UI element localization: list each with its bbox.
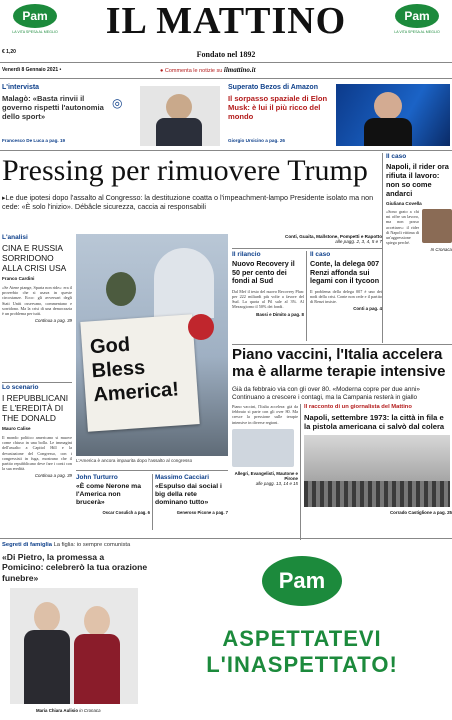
divider (76, 470, 228, 471)
kicker-line (2, 542, 150, 548)
kicker: L'analisi (2, 234, 28, 241)
name: John Turturro (76, 474, 118, 481)
headline: Nuovo Recovery il 50 per cento dei fondi al Sud (232, 259, 295, 286)
author: Giuliana Covella (386, 201, 422, 206)
authors-pages: alle pagg. 13, 14 e 15 (255, 480, 298, 486)
name: Massimo Cacciari (155, 474, 209, 481)
segreti[interactable] (0, 540, 150, 716)
byline: Corrado Castiglione a pag. 25 (390, 510, 452, 515)
top-left-teaser[interactable] (0, 82, 222, 148)
headline: Malagò: «Basta rinvii il governo rispetti l'autonomia dello sport» (2, 94, 104, 121)
text: Il mondo politico americano si muove come chiuso in una bolla. Le immagini dell'assalto a Capitol Hill e la devastazione del Congresso, con i congressisti in fuga, mostrano che il partito repubblicano deve fare i conti con la sua eredità. (2, 435, 72, 472)
headline: «Di Pietro, la promessa a Pomicino: celebrerò la tua orazione funebre» (2, 552, 148, 583)
musk-photo (336, 84, 450, 146)
ad-line1: ASPETTATEVI (222, 626, 382, 651)
main-photo[interactable] (76, 234, 228, 456)
masthead-title: IL MATTINO (105, 0, 347, 42)
pam-logo-icon: Pam (395, 4, 439, 28)
authors-pages: alle pagg. 2, 3, 4, 5 e 7 (335, 239, 382, 244)
pam-advertisement[interactable] (152, 540, 452, 716)
text: Piano vaccini, l'Italia accelera: già da febbraio si parte con gli over 80. Ma cresce la pressione sulle terapie intensive in diverse regioni. (232, 404, 298, 425)
sign-text: God Bless America! (89, 333, 180, 407)
vaccini-body (232, 404, 298, 554)
byline: Bassi e Dimito a pag. 8 (256, 311, 304, 317)
kicker: Segreti di famiglia (2, 542, 52, 548)
text: Dal Mef il testo del nuovo Recovery Plan: per 222 miliardi più volte a favore del Sud. La quota al Pil sale al 3%. Al Mezzogiorno il 50% dei fondi. (232, 288, 304, 310)
divider (382, 153, 383, 343)
author: Mauro Calise (2, 426, 31, 431)
rilancio[interactable] (232, 251, 304, 343)
byline: Oscar Cosulich a pag. 6 (102, 510, 150, 515)
headline: Napoli, settembre 1973: la città in fila e la pistola americana ci salvò dal colera (304, 413, 445, 431)
analisi[interactable] (2, 234, 72, 380)
caso-napoli[interactable] (386, 153, 452, 343)
caso-renzi[interactable] (310, 251, 382, 343)
headline: Conte, la delega 007 Renzi affonda sui legami con il tycoon (310, 259, 380, 286)
right-ad-tagline: LA VITA SPESA AL MEGLIO (394, 30, 440, 34)
cacciari[interactable] (155, 474, 228, 530)
olympic-rings-icon: ◎ (112, 96, 123, 110)
headline: Napoli, il rider ora rifiuta il lavoro: non so come andarci (386, 162, 449, 198)
online-link[interactable] (160, 66, 256, 74)
text: «Sono grato a chi mi offre un lavoro, ma non posso accettare»: il rider di Napoli vittima di un'aggressione spiega perché. (386, 209, 419, 246)
divider (300, 404, 301, 554)
authors-names: Conti, Guaita, Mallstone, Pompetti e Rapotto (285, 234, 382, 239)
headline: Il sorpasso spaziale di Elon Musk: è lui il più ricco del mondo (228, 94, 328, 121)
divider (232, 344, 452, 345)
interview-photo (140, 86, 220, 146)
pam-logo-icon: Pam (262, 556, 342, 606)
divider (232, 248, 382, 249)
byline: Generoso Picone a pag. 7 (176, 510, 228, 515)
kicker: Il racconto di un giornalista del Mattino (304, 404, 412, 410)
headline: CINA E RUSSIA SORRIDONO ALLA CRISI USA (2, 243, 67, 273)
capitol-dome (154, 248, 214, 318)
main-headline[interactable]: Pressing per rimuovere Trump (2, 154, 368, 187)
left-ad-tagline: LA VITA SPESA AL MEGLIO (12, 30, 58, 34)
main-photo-caption: L'America è ancora impaurita dopo l'assalto al congresso (76, 458, 193, 463)
caption-line (36, 708, 101, 713)
top-right-teaser[interactable] (226, 82, 452, 148)
comment-icon: ● (160, 68, 164, 74)
protest-sign (80, 314, 199, 432)
headline: «Espulso dai social i big della rete dominano tutto» (155, 483, 222, 506)
byline: Giorgio Ursicino a pag. 26 (228, 138, 285, 143)
online-site: ilmattino.it (223, 66, 256, 74)
price: € 1,20 (2, 49, 16, 55)
vaccini-deck: Già da febbraio via con gli over 80. «Moderna copre per due anni» Continuano a crescere i contagi, ma la Campania resterà in giallo (232, 386, 420, 401)
person-head (106, 272, 136, 306)
kicker: L'intervista (2, 84, 40, 91)
segreti-photo (10, 588, 138, 704)
main-authors (232, 234, 382, 244)
turturro[interactable] (76, 474, 150, 530)
left-ad[interactable] (6, 4, 64, 42)
kicker: Superato Bezos di Amazon (228, 84, 318, 91)
kicker: Lo scenario (2, 384, 39, 391)
vaccini-headline[interactable]: Piano vaccini, l'Italia accelera ma è allarme terapie intensive (232, 346, 446, 380)
author: Franco Cardini (2, 276, 35, 281)
more: Continua a pag. 39 (34, 318, 72, 324)
headline: «È come Nerone ma l'America non brucerà» (76, 483, 141, 506)
caption-rest: in Cronaca (79, 708, 101, 713)
founded: Fondato nel 1892 (196, 50, 256, 59)
date: Venerdì 8 Gennaio 2021 • (2, 67, 62, 73)
divider (152, 474, 153, 530)
rider-photo (422, 209, 452, 243)
divider (2, 382, 72, 383)
syringe-photo (232, 429, 294, 467)
ad-line2: L'INASPETTATO! (206, 652, 398, 677)
pam-logo-icon: Pam (13, 4, 57, 28)
text: «Se Atene piange, Sparta non ride»: era il proverbio che si usava in queste circostanze. Ecco: gli avversari degli Stati Uniti osservano, commentano e sorridono. Ma la crisi di una democrazia è un problema per tutti. (2, 285, 72, 317)
divider (0, 150, 452, 151)
online-text: Commenta le notizie su (164, 68, 223, 74)
headline: I REPUBBLICANI E L'EREDITÀ DI THE DONALD (2, 393, 69, 423)
divider (0, 62, 452, 63)
authors-names: Allegri, Evangelisti, Mautone e Pirone (234, 470, 298, 481)
more: Continua a pag. 39 (34, 473, 72, 479)
flower (188, 314, 214, 340)
right-ad[interactable] (388, 4, 446, 42)
divider (0, 78, 452, 79)
kicker: Il rilancio (232, 251, 261, 258)
scenario[interactable] (2, 384, 72, 530)
racconto-photo (304, 435, 450, 507)
kicker-rest: La figlia: io sempre comunista (53, 542, 131, 548)
racconto[interactable] (304, 404, 452, 554)
text: Il problema della delega 007 è uno dei nodi della crisi. Conte non cede e il partito di Renzi insiste. (310, 288, 382, 305)
divider (0, 538, 452, 539)
kicker: Il caso (386, 153, 407, 160)
caption: Maria Chiara Aulisio (36, 708, 79, 713)
kicker: Il caso (310, 251, 331, 258)
divider (306, 251, 307, 341)
more: In Cronaca (430, 247, 452, 253)
byline: Francesco De Luca a pag. 19 (2, 138, 66, 143)
main-deck: ▸Le due ipotesi dopo l'assalto al Congresso: la destituzione coatta o l'impeachment-lampo Presidente isolato ma non cede: «È solo l'inizio». Débâcle sicurezza, caccia ai responsabili (2, 193, 374, 211)
byline: Conti a pag. 4 (353, 306, 382, 312)
